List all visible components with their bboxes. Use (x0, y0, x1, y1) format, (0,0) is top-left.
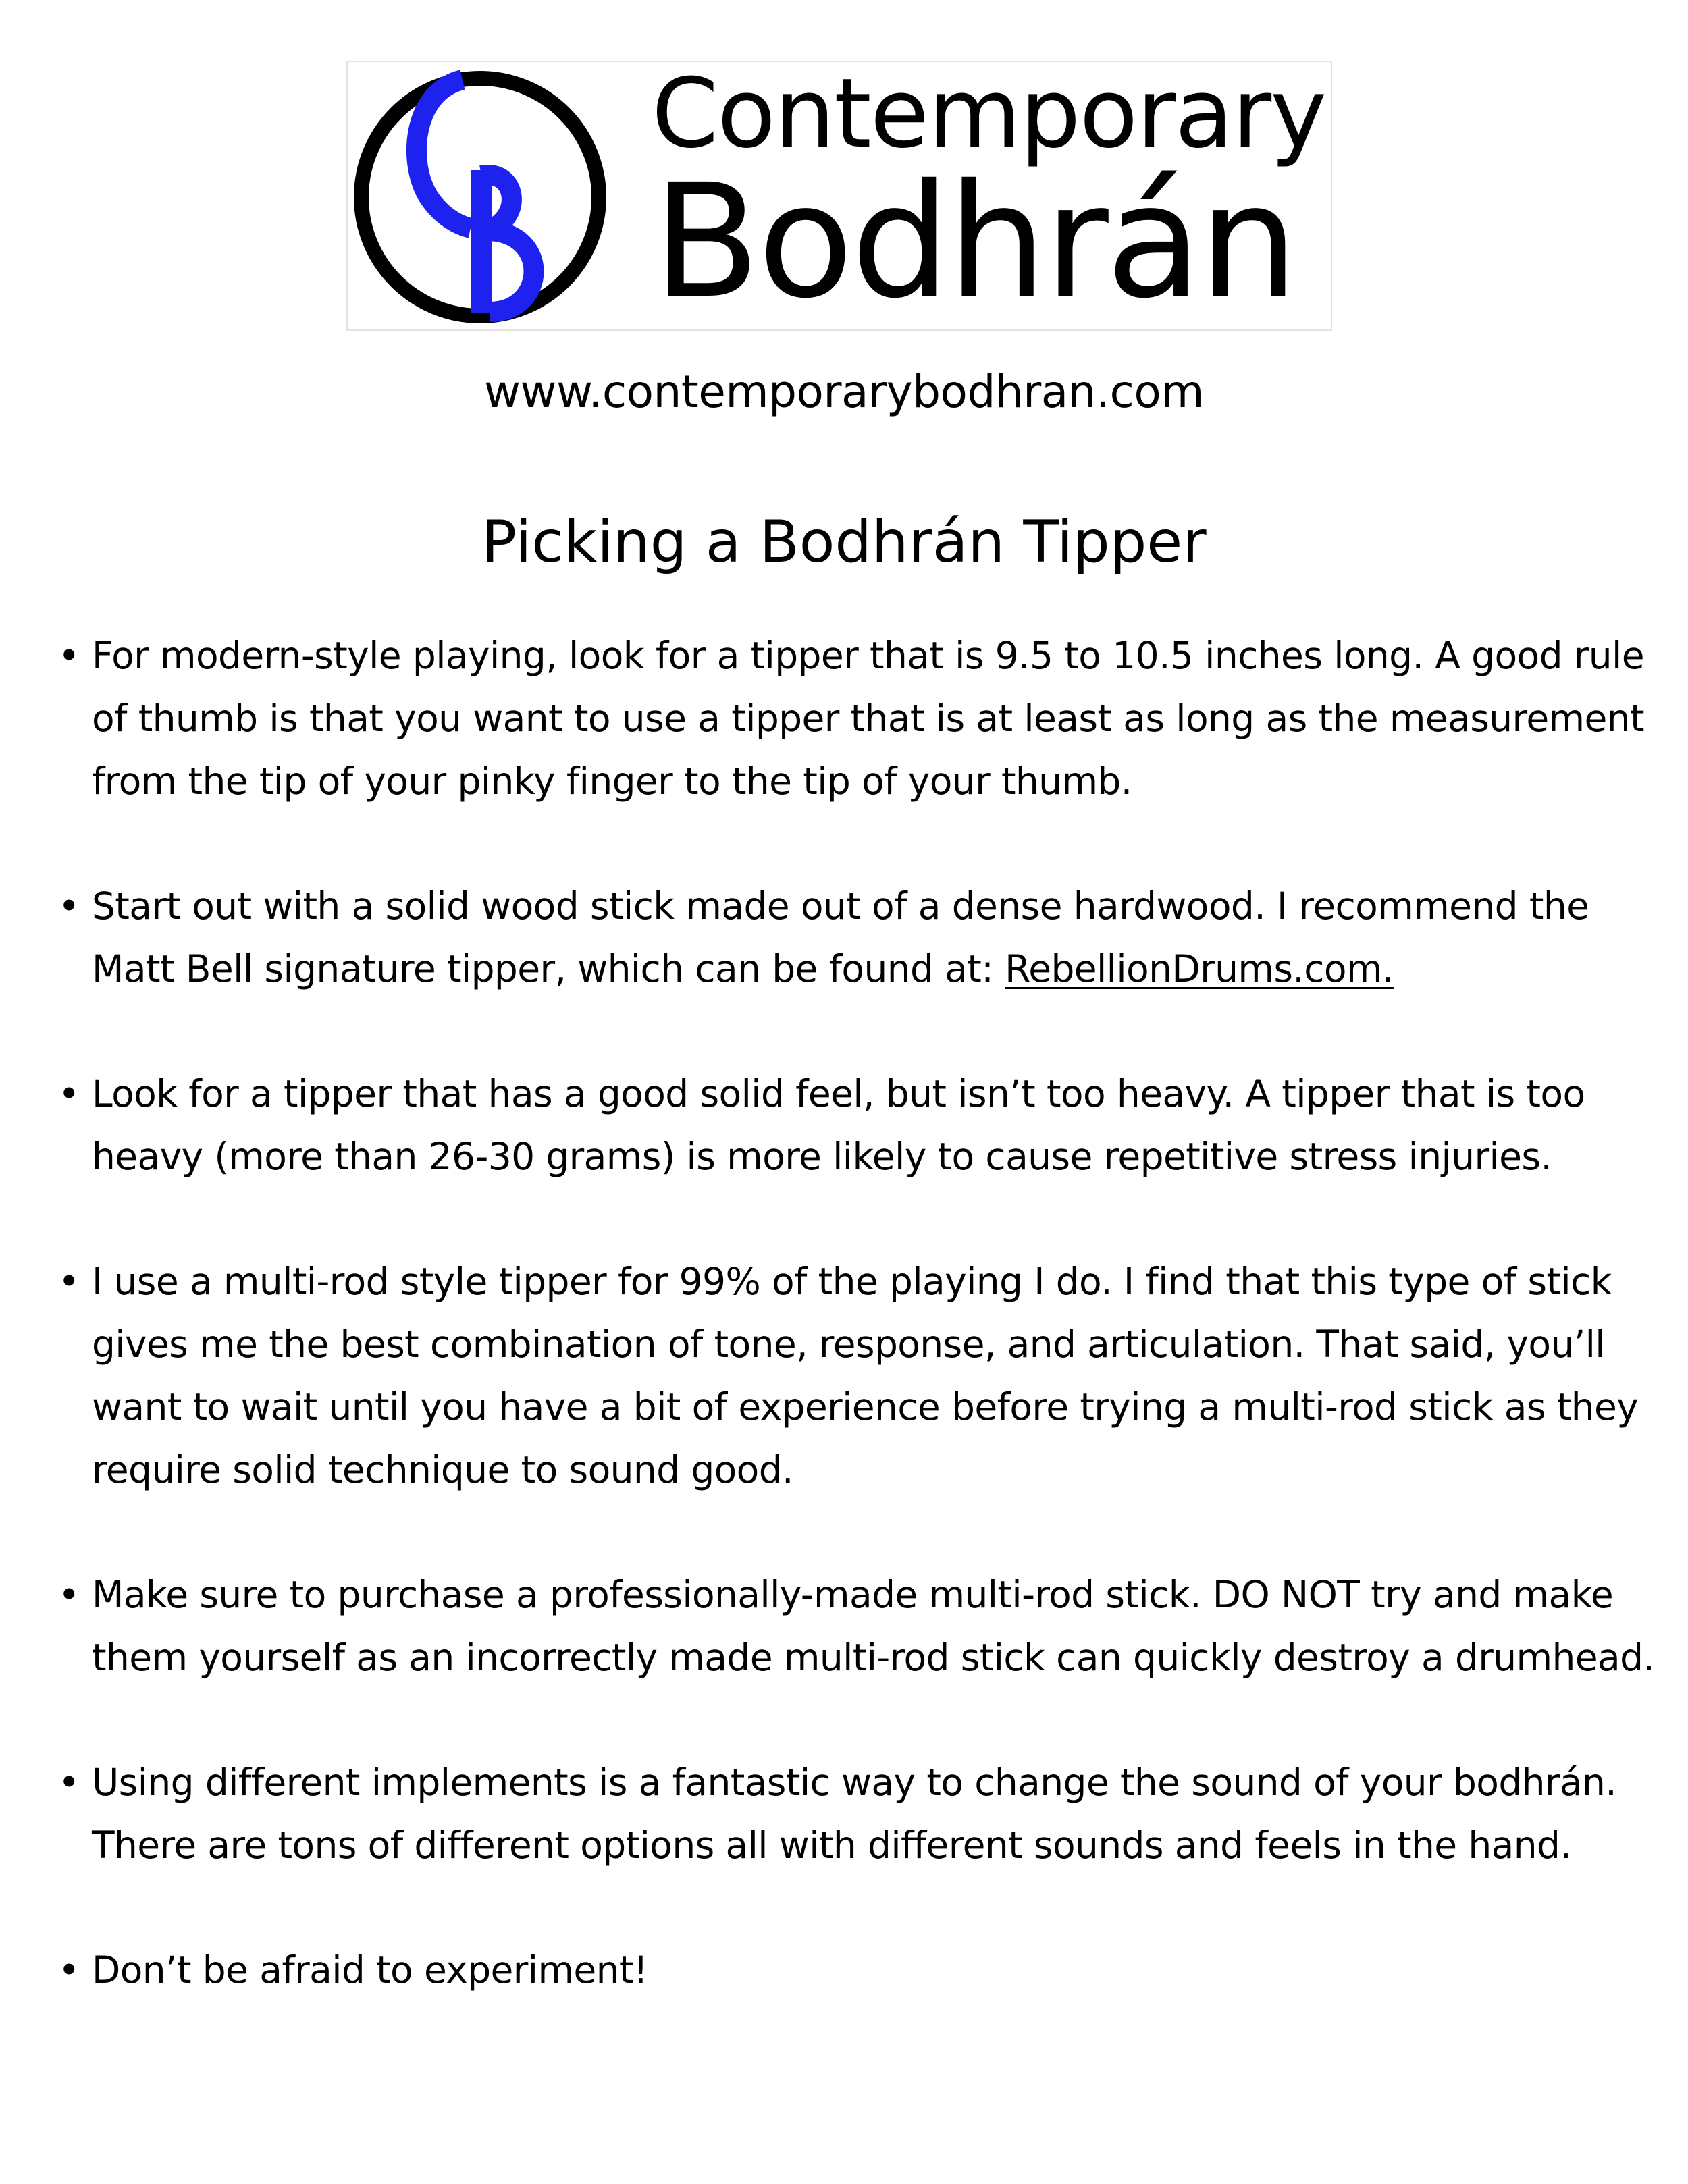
tip-item (58, 1939, 1658, 2002)
logo-c-letter-icon (417, 80, 471, 228)
tip-item (58, 1250, 1658, 1501)
tip-text: For modern-style playing, look for a tipper that is 9.5 to 10.5 inches long. A good rule of thumb is that you want to use a tipper that is at least as long as the measurement from the tip of your pinky finger to the tip of your thumb. (92, 634, 1644, 803)
tip-text: Using different implements is a fantastic way to change the sound of your bodhrán. There are tons of different options all with different sounds and feels in the hand. (92, 1761, 1617, 1867)
tip-item (58, 1063, 1658, 1188)
bullet-icon: • (58, 1948, 80, 1992)
tip-text: Don’t be afraid to experiment! (92, 1948, 648, 1992)
logo-wordmark-line1: Contemporary (652, 58, 1326, 169)
logo (346, 58, 1332, 333)
tip-text: Look for a tipper that has a good solid feel, but isn’t too heavy. A tipper that is too heavy (more than 26-30 grams) is more likely to cause repetitive stress injuries. (92, 1072, 1585, 1178)
bullet-icon: • (58, 1573, 80, 1616)
logo-wordmark-line2: Bodhrán (653, 151, 1296, 333)
tip-item (58, 1564, 1658, 1689)
tip-item (58, 875, 1658, 1001)
tip-text: I use a multi-rod style tipper for 99% of the playing I do. I find that this type of stick gives me the best combination of tone, response, and articulation. That said, you’ll want to wait until you have a bit of experience before trying a multi-rod stick as they require solid technique to sound good. (92, 1260, 1639, 1491)
cb-logo-mark-icon (348, 62, 631, 332)
bullet-icon: • (58, 1072, 80, 1115)
tip-text: Make sure to purchase a professionally-made multi-rod stick. DO NOT try and make them yourself as an incorrectly made multi-rod stick can quickly destroy a drumhead. (92, 1573, 1655, 1679)
page-title: Picking a Bodhrán Tipper (481, 508, 1207, 576)
tip-item (58, 624, 1658, 813)
site-url: www.contemporarybodhran.com (483, 366, 1205, 418)
bullet-icon: • (58, 634, 80, 677)
bullet-icon: • (58, 884, 80, 928)
tip-item (58, 1751, 1658, 1877)
tip-text: Start out with a solid wood stick made out of a dense hardwood. I recommend the Matt Bell signature tipper, which can be found at: (92, 884, 1589, 990)
bullet-icon: • (58, 1260, 80, 1303)
rebellion-drums-link[interactable]: RebellionDrums.com. (1005, 947, 1394, 990)
bullet-icon: • (58, 1761, 80, 1804)
logo-b-letter-icon (481, 170, 534, 313)
tips-list (58, 624, 1658, 2064)
